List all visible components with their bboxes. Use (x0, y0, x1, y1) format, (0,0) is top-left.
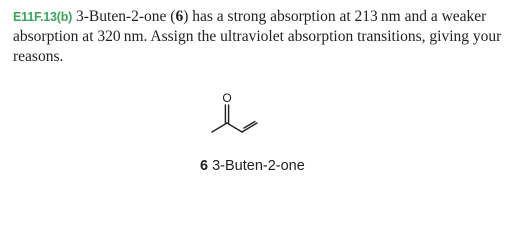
structure-caption (200, 158, 305, 174)
question-text-part2: ) has a strong absorption at 213 nm and a weaker absorption at 320 nm. Assign the ultraviolet absorption transitions, giving your reasons. (13, 8, 502, 65)
compound-reference: 6 (175, 8, 184, 25)
exercise-question (13, 7, 508, 67)
chemical-structure (200, 80, 330, 144)
question-text-part1: 3-Buten-2-one ( (72, 8, 176, 25)
bond-methyl-carbonyl (212, 123, 227, 132)
oxygen-atom-label: O (222, 91, 232, 105)
structure-caption-number: 6 (200, 158, 209, 174)
bond-carbonyl-alpha (227, 123, 242, 132)
butenone-skeletal-formula (200, 80, 330, 144)
exercise-number: E11F.13(b) (13, 10, 73, 24)
structure-caption-name: 3-Buten-2-one (208, 158, 305, 174)
